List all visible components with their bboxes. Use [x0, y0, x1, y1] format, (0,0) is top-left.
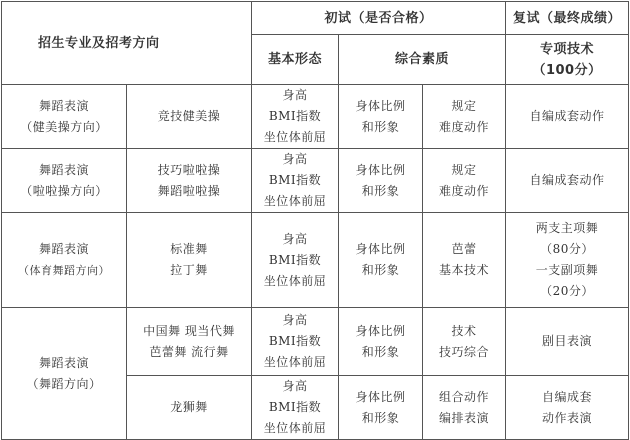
major-name: 舞蹈表演: [38, 98, 89, 113]
retest-line: （20分）: [540, 284, 594, 298]
item-name: 芭蕾舞 流行舞: [149, 344, 229, 359]
basic-form-cell: [252, 85, 339, 149]
item-name: 标准舞: [170, 242, 208, 256]
quality-a-line: 和形象: [361, 410, 400, 425]
table-row: [2, 213, 629, 308]
quality-b-cell: [423, 308, 506, 376]
retest-line: 一支副项舞: [535, 263, 599, 277]
retest-line: 两支主项舞: [535, 221, 599, 235]
quality-a-line: 和形象: [361, 183, 400, 198]
header-retest: 复试（最终成绩）: [506, 2, 629, 35]
quality-a-line: 和形象: [361, 119, 400, 134]
form-line: BMI指数: [268, 400, 322, 414]
header-initial-test: 初试（是否合格）: [252, 2, 506, 35]
header-special-skill-cell: [506, 35, 629, 85]
retest-line: 剧目表演: [542, 334, 593, 348]
form-line: 坐位体前屈: [263, 421, 327, 435]
retest-line: 自编成套动作: [529, 173, 605, 187]
quality-b-line: 规定: [451, 162, 477, 177]
header-special-skill: 专项技术: [540, 41, 595, 57]
quality-b-cell: [423, 213, 506, 308]
basic-form-cell: [252, 376, 339, 440]
item-name: 龙狮舞: [170, 400, 208, 414]
quality-a-line: 身体比例: [355, 98, 406, 113]
retest-cell: [506, 85, 629, 149]
basic-form-cell: [252, 213, 339, 308]
quality-b-line: 技术: [451, 323, 477, 338]
form-line: BMI指数: [268, 334, 322, 348]
quality-b-cell: [423, 149, 506, 213]
item-name: 舞蹈啦啦操: [157, 183, 221, 198]
quality-b-line: 难度动作: [439, 183, 490, 198]
item-name: 中国舞 现当代舞: [143, 323, 235, 338]
form-line: BMI指数: [268, 109, 322, 123]
form-line: 身高: [282, 231, 308, 246]
quality-a-cell: [339, 213, 423, 308]
quality-b-cell: [423, 85, 506, 149]
form-line: 坐位体前屈: [263, 273, 327, 288]
quality-b-cell: [423, 376, 506, 440]
retest-cell: [506, 149, 629, 213]
retest-cell: [506, 376, 629, 440]
quality-b-line: 组合动作: [439, 389, 490, 404]
items-cell: [127, 149, 252, 213]
quality-b-line: 技巧综合: [439, 344, 490, 359]
quality-a-line: 身体比例: [355, 389, 406, 404]
table-row: [2, 85, 629, 149]
form-line: 身高: [282, 152, 308, 166]
retest-cell: [506, 213, 629, 308]
quality-a-cell: [339, 308, 423, 376]
quality-b-line: 芭蕾: [451, 242, 477, 256]
items-cell: [127, 213, 252, 308]
item-name: 拉丁舞: [170, 263, 208, 277]
quality-a-line: 和形象: [361, 344, 400, 359]
form-line: BMI指数: [268, 173, 322, 187]
retest-cell: [506, 308, 629, 376]
major-direction: （舞蹈方向）: [26, 376, 102, 391]
quality-a-line: 身体比例: [355, 323, 406, 338]
quality-a-cell: [339, 149, 423, 213]
major-cell: [2, 149, 127, 213]
quality-a-line: 和形象: [361, 263, 400, 277]
retest-line: 动作表演: [542, 410, 593, 425]
major-name: 舞蹈表演: [38, 162, 89, 177]
quality-a-cell: [339, 85, 423, 149]
basic-form-cell: [252, 149, 339, 213]
form-line: 身高: [282, 379, 308, 393]
quality-a-line: 身体比例: [355, 242, 406, 256]
items-cell: [127, 376, 252, 440]
major-cell: [2, 213, 127, 308]
form-line: 身高: [282, 88, 308, 102]
retest-line: 自编成套动作: [529, 109, 605, 123]
quality-a-cell: [339, 376, 423, 440]
header-major-direction: 招生专业及招考方向: [2, 2, 252, 85]
form-line: 坐位体前屈: [263, 355, 327, 369]
major-direction: （啦啦操方向）: [20, 183, 108, 198]
form-line: BMI指数: [268, 252, 322, 267]
items-cell: [127, 85, 252, 149]
quality-b-line: 编排表演: [439, 410, 490, 425]
item-name: 技巧啦啦操: [157, 162, 221, 177]
header-row-1: [2, 2, 629, 35]
quality-a-line: 身体比例: [355, 162, 406, 177]
retest-line: （80分）: [540, 242, 594, 256]
major-name: 舞蹈表演: [38, 242, 89, 256]
form-line: 身高: [282, 313, 308, 327]
quality-b-line: 规定: [451, 98, 477, 113]
header-basic-form: 基本形态: [252, 35, 339, 85]
major-direction: （健美操方向）: [20, 119, 108, 134]
header-overall-quality: 综合素质: [339, 35, 506, 85]
header-special-skill-score: （100分）: [532, 62, 602, 78]
items-cell: [127, 308, 252, 376]
table-row: [2, 149, 629, 213]
form-line: 坐位体前屈: [263, 130, 327, 144]
quality-b-line: 基本技术: [439, 263, 490, 277]
form-line: 坐位体前屈: [263, 194, 327, 208]
major-name: 舞蹈表演: [38, 355, 89, 370]
retest-line: 自编成套: [542, 389, 593, 404]
quality-b-line: 难度动作: [439, 119, 490, 134]
table-row: [2, 308, 629, 376]
basic-form-cell: [252, 308, 339, 376]
major-direction: （体育舞蹈方向）: [18, 264, 110, 277]
major-cell: [2, 85, 127, 149]
item-name: 竞技健美操: [157, 109, 221, 123]
admission-table: [1, 1, 629, 440]
